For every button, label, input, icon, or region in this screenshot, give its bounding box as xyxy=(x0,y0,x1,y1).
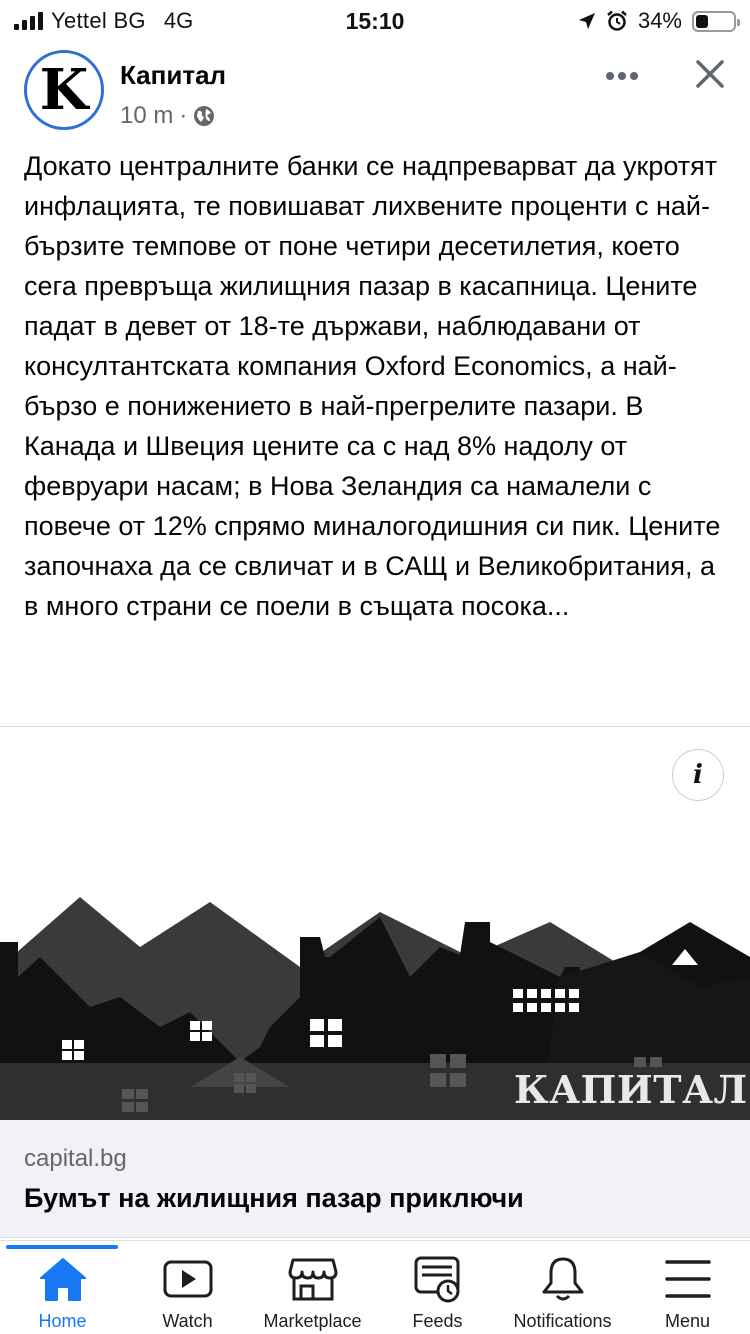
close-icon[interactable] xyxy=(690,54,730,94)
tab-watch[interactable] xyxy=(125,1255,250,1334)
carrier-name: Yettel BG xyxy=(51,8,146,33)
location-arrow-icon xyxy=(578,12,596,30)
link-title[interactable]: Бумът на жилищния пазар приключи xyxy=(24,1183,524,1213)
marketplace-icon xyxy=(287,1256,339,1302)
bottom-tab-bar xyxy=(0,1240,750,1334)
houses-silhouette-illustration xyxy=(0,727,750,1120)
tab-label: Menu xyxy=(664,1311,711,1331)
watermark-logo: КАПИТАЛ xyxy=(514,1067,748,1112)
post-meta xyxy=(120,102,215,130)
home-icon xyxy=(38,1256,88,1302)
tab-label: Notifications xyxy=(513,1311,612,1331)
post-header xyxy=(0,46,750,132)
link-preview-card[interactable] xyxy=(0,726,750,1238)
bell-icon xyxy=(538,1255,588,1303)
watch-icon xyxy=(162,1256,214,1302)
battery-fill xyxy=(696,15,708,28)
status-bar xyxy=(0,0,750,42)
avatar-logo: K xyxy=(31,57,97,123)
tab-menu[interactable] xyxy=(625,1255,750,1334)
tab-marketplace[interactable] xyxy=(250,1255,375,1334)
alarm-icon xyxy=(606,10,628,32)
link-preview-image[interactable] xyxy=(0,727,750,1120)
more-dot-icon xyxy=(618,72,626,80)
tab-label: Home xyxy=(38,1311,87,1331)
tab-notifications[interactable] xyxy=(500,1255,625,1334)
clock: 15:10 xyxy=(345,8,405,34)
tab-label: Watch xyxy=(162,1311,213,1331)
link-domain: capital.bg xyxy=(24,1145,127,1172)
globe-icon xyxy=(193,105,215,127)
battery-icon xyxy=(692,11,736,32)
more-dot-icon xyxy=(606,72,614,80)
signal-strength-icon xyxy=(14,12,43,30)
tab-home[interactable] xyxy=(0,1255,125,1334)
post-time[interactable]: 10 m xyxy=(120,102,174,129)
more-options-button[interactable] xyxy=(600,58,644,94)
active-tab-indicator xyxy=(6,1245,118,1249)
feeds-icon xyxy=(412,1255,464,1303)
menu-icon xyxy=(663,1256,713,1302)
post-text: Докато централните банки се надпреварват да укротят инфлацията, те повишават лихвените проценти с най-бързите темпове от поне четири десетилетия, което сега превръща жилищния пазар в касапница. Цените падат в девет от 18-те държави, наблюдавани от консултантската компания Oxford Economics, а най-бързо е понижението в най-прегрелите пазари. В Канада и Швеция цените са с над 8% надолу от февруари насам; в Нова Зеландия са намалели с повече от 12% спрямо миналогодишния си пик. Цените започнаха да се свличат и в САЩ и Великобритания, а в много страни се поели в същата посока... xyxy=(24,151,721,621)
page-avatar[interactable] xyxy=(24,50,104,130)
tab-feeds[interactable] xyxy=(375,1255,500,1334)
info-button[interactable]: i xyxy=(672,749,724,801)
tab-label: Marketplace xyxy=(263,1311,362,1331)
network-type: 4G xyxy=(163,8,194,33)
tab-label: Feeds xyxy=(412,1311,463,1331)
more-dot-icon xyxy=(630,72,638,80)
page-name[interactable]: Капитал xyxy=(120,60,227,90)
battery-percentage: 34% xyxy=(637,8,682,33)
meta-separator: · xyxy=(179,102,188,129)
